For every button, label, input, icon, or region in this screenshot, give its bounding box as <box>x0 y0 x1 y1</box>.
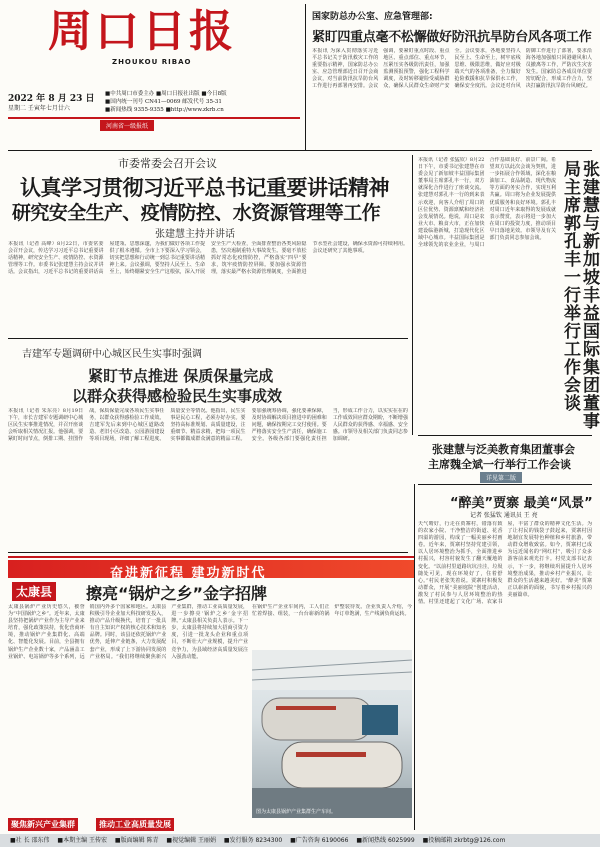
boiler-factory-photo <box>252 650 412 818</box>
lead-byline: 张建慧主持并讲话 <box>155 229 235 240</box>
section-tag-label: 河南省一级报纸 <box>106 123 149 130</box>
special-body: 太康县锅炉产业历史悠久，被誉为“中国锅炉之乡”。近年来，太康县坚持把锅炉产业作为主导产业来培育，强化政策扶持，优化营商环境，推动锅炉产业集群化、高端化、智能化发展。目前，全县拥有锅炉生产企业数十家，产品涵盖工业锅炉、电站锅炉等多个系列，远销国内外多个国家和地区。太康县积极引导企业加大科技研发投入，推动产品升级换代，培育了一批具有自主知识产权的核心技术和知名品牌。同时，该县还依托锅炉产业优势，延伸产业链条，大力发展配套产业，形成了上下游协同发展的产业格局。“我们将继续聚焦新兴产业集群，推动工业高质量发展，进一步擦亮‘锅炉之乡’金字招牌。”太康县相关负责人表示。下一步，太康县将持续加大招商引资力度，引进一批龙头企业和重点项目，不断壮大产业规模，提升产业竞争力，为县域经济高质量发展注入强劲动能。 <box>8 604 248 660</box>
footer-publisher: ■社 长 邵东伟 <box>10 837 50 844</box>
issue-date: 2022 年 8 月 23 日 <box>8 94 95 104</box>
masthead-info-sponsor: ■中共周口市委主办 <box>105 91 155 97</box>
right-vertical-headline: 张建慧与新加坡丰益国际集团董事局主席郭孔丰一行举行工作会谈 <box>560 160 599 430</box>
special-body-mid: 在锅炉生产企业车间内，工人们正忙着焊接、组装，一台台崭新的锅炉整装待发。企业负责人介绍，今年订单饱满，生产线满负荷运转。 <box>252 604 412 618</box>
newspaper-pinyin: ZHOUKOU RIBAO <box>112 58 192 66</box>
footer-email: ■投稿邮箱 zkrbtg@126.com <box>422 837 506 844</box>
special-county: 太康县 <box>12 582 56 601</box>
boiler-illustration <box>252 650 412 818</box>
right-sub-headline-line2: 主席魏全斌一行举行工作会谈 <box>428 458 571 471</box>
newspaper-title: 周口日报 <box>48 6 236 57</box>
lead-body: 本报讯（记者 高峰）8月22日，市委常委会召开会议，传达学习习近平总书记重要讲话精神，研究安全生产、疫情防控、水资源管理等工作。市委书记张建慧主持会议并讲话。会议指出，习近平总书记的重要讲话高屋建瓴、思想深邃，为我们做好各项工作提供了根本遵循。全市上下要深入学习领会，切实把思想和行动统一到总书记重要讲话精神上来。会议强调，要坚持人民至上、生命至上，始终绷紧安全生产这根弦，深入开展安全生产大检查，全面排查整治各类风险隐患，坚决遏制重特大事故发生。要毫不放松抓好常态化疫情防控，严格落实“四早”要求，筑牢疫情防控屏障。要加强水资源管理，落实最严格水资源管理制度，全面推进节水型社会建设，确保水资源可持续利用。会议还研究了其他事项。 <box>8 241 408 276</box>
special-banner-text: 奋进新征程 建功新时代 <box>110 566 267 581</box>
footer-visual-editor: ■视觉编辑 王丽娟 <box>166 837 216 844</box>
lead-headline-line2: 研究安全生产、疫情防控、水资源管理等工作 <box>12 202 381 224</box>
top-right-kicker: 国家防总办公室、应急管理部: <box>312 12 433 22</box>
second-headline-line2: 以群众获得感检验民生实事成效 <box>72 387 283 405</box>
right-sub-tag <box>480 472 522 483</box>
special-headline: 擦亮“锅炉之乡”金字招牌 <box>86 584 268 603</box>
right-feature-body: 天气晴好，行走在贾寨村，错落有致的农家小院、干净整洁的街道、花香四溢的游园，构成了一幅美丽乡村画卷。近年来，贾寨村坚持党建引领，以人居环境整治为抓手，全面推进乡村振兴，村容村貌发生了翻天覆地的变化。“以前村里道路坑坑洼洼，垃圾随处可见，现在环境好了，住着舒心。”村民老张笑着说。贾寨村积极发动群众，开展“美丽庭院”创建活动，激发了村民参与人居环境整治的热情。村里还建起了文化广场、农家书屋，丰富了群众的精神文化生活。为了让村民的钱袋子鼓起来，贾寨村因地制宜发展特色种植和乡村旅游，带动群众增收致富。如今，贾寨村已成为远近闻名的“网红村”，吸引了众多游客前来观光打卡。村党支部书记表示，下一步，将继续巩固提升人居环境整治成果，推动乡村产业振兴，让群众的生活越来越美好。“醉美”贾寨正以崭新的面貌，书写着乡村振兴的美丽篇章。 <box>418 521 592 606</box>
special-caption-2: 推动工业高质量发展 <box>96 818 174 831</box>
masthead-info <box>105 90 300 114</box>
masthead-info-pages: ■今日8版 <box>201 91 227 97</box>
section-tag <box>100 120 154 131</box>
special-caption-1: 聚焦新兴产业集群 <box>8 818 78 831</box>
issue-weekday: 星期二 壬寅年七月廿六 <box>8 105 70 112</box>
top-right-headline: 紧盯四重点毫不松懈做好防汛抗旱防台风各项工作 <box>312 30 592 45</box>
top-right-body: 本报讯 为深入贯彻落实习近平总书记关于防汛救灾工作的重要指示精神，国家防总办公室、应急管理部近日召开会商会议，对当前防汛抗旱防台风工作进行再部署再安排。会议强调，要紧盯重点时段、重点地区、重点部位、重点环节，压紧压实各级防汛责任，加强监测预报预警，强化工程科学调度，及时转移避险受威胁群众，确保人民群众生命财产安全。会议要求，各地要坚持人民至上、生命至上，树牢底线思维、极限思维，做好应对极端天气的各项准备，全力做好抢险救援和抗旱保供水工作，确保安全度汛。会议还对台风防御工作进行了部署，要求沿海各地加强船只回港避风和人员撤离等工作，严防次生灾害发生。国家防总各成员单位要密切配合，形成工作合力，坚决打赢防汛抗旱防台风硬仗。 <box>312 48 592 90</box>
footer-ads: ■广告咨询 6190066 <box>290 837 349 844</box>
lead-kicker: 市委常委会召开会议 <box>118 157 217 170</box>
footer-hotline: ■新闻热线 6025999 <box>356 837 415 844</box>
masthead-info-hotline: ■新闻热线 9355-9355 <box>105 107 164 113</box>
right-feature-byline: 记者 张猛钦 通讯员 王 亮 <box>470 512 538 519</box>
second-body: 本报讯（记者 朱东亮）8月19日下午，市长吉建军专题调研中心城区民生实事推进情况，并召开座谈会听取相关情况汇报。他强调，要紧盯时间节点，倒排工期、挂图作战，保质保量完成各项民生实事任务，以群众获得感检验工作成效。吉建军先后来到中心城区道路改造、老旧小区改造、公园游园建设等项目现场，详细了解工程进度、质量安全等情况。他指出，民生实事是民心工程，必须办好办实。要坚持高标准规划、高质量建设，注重细节、精益求精，把每一项民生实事都做成群众满意的精品工程。要加强统筹协调，强化要素保障，及时协调解决项目推进中的困难和问题，确保按期完工交付使用。要严格落实安全生产责任，确保施工安全。各级各部门要强化责任担当，形成工作合力，以实实在在的工作成效回应群众期盼，不断增强人民群众的获得感、幸福感、安全感。市领导及相关部门负责同志参加调研。 <box>8 408 408 443</box>
second-headline-line1: 紧盯节点推进 保质保量完成 <box>88 367 274 385</box>
masthead-info-website: ■http://www.zkrb.cn <box>165 107 224 113</box>
lead-headline-line1: 认真学习贯彻习近平总书记重要讲话精神 <box>20 176 389 200</box>
right-feature-title: “醉美”贾寨 最美“风景” <box>450 496 593 511</box>
footer-editor: ■本期主编 王传宏 <box>57 837 107 844</box>
right-sub-tag-label: 详见第二版 <box>486 475 517 482</box>
masthead-info-publisher: ■周口日报社出版 <box>155 91 200 97</box>
masthead-info-issn: ■国内统一刊号 CN41—0069 邮发代号 35-31 <box>105 99 222 105</box>
footer-layout-editor: ■版面编辑 陈青 <box>114 837 159 844</box>
photo-note: 图为太康县锅炉产业集群生产车间。 <box>256 809 337 815</box>
footer-bar <box>0 834 600 847</box>
right-col-body: 本报讯（记者 张猛钦）8月22日下午，市委书记张建慧在市委会见了新加坡丰益国际集团董事局主席郭孔丰一行，双方就深化合作进行了座谈交流。张建慧对郭孔丰一行的到来表示欢迎，向客人介绍了周口的区位优势、资源禀赋和经济社会发展情况。他说，周口是农业大市、粮食大市，正在加快建设临港新城，打造现代化区域中心城市。丰益国际集团是全球领先的农业企业，与周口合作基础良好、前景广阔。希望双方以此次会谈为契机，进一步拓展合作领域，深化在粮油加工、食品制造、现代物流等方面的务实合作，实现互利共赢。周口将为企业发展提供优质服务和良好环境。郭孔丰对周口近年来取得的发展成就表示赞赏，表示将进一步加大在周口的投资力度，推动项目早日落地见效。市领导及有关部门负责同志参加会谈。 <box>418 157 556 249</box>
right-sub-headline-line1: 张建慧与泛美教育集团董事会 <box>432 443 575 456</box>
footer-distribution: ■发行服务 8234300 <box>223 837 283 844</box>
second-kicker: 吉建军专题调研中心城区民生实事时强调 <box>22 349 202 360</box>
